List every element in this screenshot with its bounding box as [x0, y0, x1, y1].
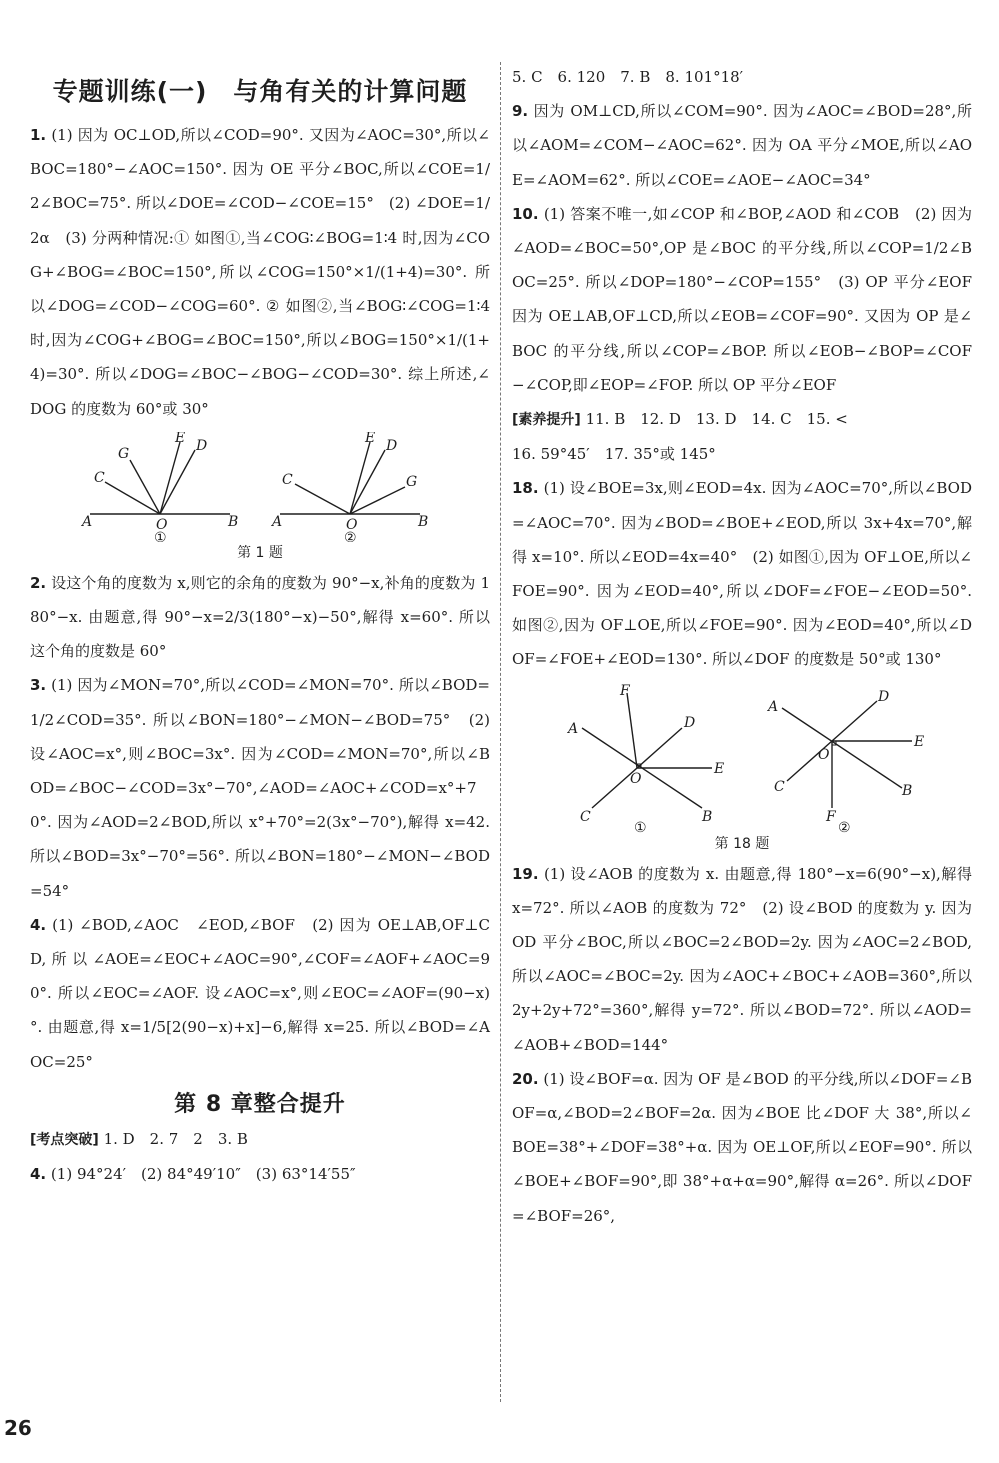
label-b: B	[418, 513, 429, 530]
label-o: O	[630, 770, 642, 787]
label-e: E	[365, 431, 376, 446]
label-d: D	[386, 437, 398, 454]
figure-18	[512, 683, 972, 833]
chapter-title: 第 8 章整合提升	[174, 1091, 346, 1117]
topic-title: 专题训练(一) 与角有关的计算问题	[52, 77, 468, 106]
label-e: E	[914, 733, 925, 750]
label-a: A	[82, 513, 93, 530]
figure-18-diagram-1	[552, 683, 732, 833]
label-c: C	[774, 778, 785, 795]
suyang-answers: [素养提升] 11. B 12. D 13. D 14. C 15. <	[512, 410, 848, 429]
answer-18: 18. (1) 设∠BOE=3x,则∠EOD=4x. 因为∠AOC=70°,所以∠BOD=∠AOC=70°. 因为∠BOD=∠BOE+∠EOD,所以 3x+4x=70°,解得 x=10°. 所以∠EOD=4x=40° (2) 如图①,因为 OF⊥OE,所以∠FOE=90°. 因为∠EOD=40°,所以∠DOF=∠FOE−∠EOD=50°. 如图②,因为 OF⊥OE,所以∠FOE=90°. 因为∠EOD=40°,所以∠DOF=∠FOE+∠EOD=130°. 所以∠DOF 的度数是 50°或 130°	[512, 479, 972, 669]
label-b: B	[228, 513, 239, 530]
sub-label-1: ①	[154, 529, 167, 542]
answer-3: 3. (1) 因为∠MON=70°,所以∠COD=∠MON=70°. 所以∠BOD=1/2∠COD=35°. 所以∠BON=180°−∠MON−∠BOD=75° (2) 设∠AOC=x°,则∠BOC=3x°. 因为∠COD=∠MON=70°,所以∠BOD=∠BOC−∠COD=3x°−70°,∠AOD=∠AOC+∠COD=x°+70°. 因为∠AOD=2∠BOD,所以 x°+70°=2(3x°−70°),解得 x=42. 所以∠BOD=3x°−70°=56°. 所以∠BON=180°−∠MON−∠BOD=54°	[30, 676, 490, 900]
label-e: E	[175, 431, 186, 446]
label-g: G	[406, 473, 418, 490]
answer-19: 19. (1) 设∠AOB 的度数为 x. 由题意,得 180°−x=6(90°−x),解得 x=72°. 所以∠AOB 的度数为 72° (2) 设∠BOD 的度数为 y. 因为 OD 平分∠BOC,所以∠BOC=2∠BOD=2y. 因为∠AOC=2∠BOD,所以∠AOC=∠BOC=2y. 因为∠AOC+∠BOC+∠AOB=360°,所以 2y+2y+72°=360°,解得 y=72°. 所以∠BOD=72°. 所以∠AOD=∠AOB+∠BOD=144°	[512, 864, 972, 1054]
figure-1	[30, 432, 490, 542]
answer-2: 2. 设这个角的度数为 x,则它的余角的度数为 90°−x,补角的度数为 180°−x. 由题意,得 90°−x=2/3(180°−x)−50°,解得 x=60°. 所以这个角的度数是 60°	[30, 573, 490, 661]
answer-10: 10. (1) 答案不唯一,如∠COP 和∠BOP,∠AOD 和∠COB (2) 因为∠AOD=∠BOC=50°,OP 是∠BOC 的平分线,所以∠COP=1/2∠BOC=25°. 所以∠DOP=180°−∠COP=155° (3) OP 平分∠EOF 因为 OE⊥AB,OF⊥CD,所以∠EOB=∠COF=90°. 又因为 OP 是∠BOC 的平分线,所以∠COP=∠BOP. 所以∠EOB−∠BOP=∠COF−∠COP,即∠EOP=∠FOP. 所以 OP 平分∠EOF	[512, 204, 988, 394]
left-column	[30, 60, 490, 1191]
figure-1-diagram-1	[80, 432, 250, 542]
kaodian-answers: [考点突破] 1. D 2. 7 2 3. B	[30, 1129, 248, 1148]
ray-oc	[295, 484, 350, 514]
sub-label-2: ②	[344, 529, 357, 542]
label-g: G	[118, 445, 130, 462]
label-c: C	[94, 469, 105, 486]
ray-od	[350, 450, 385, 514]
label-b: B	[702, 808, 713, 825]
figure-1-caption: 第 1 题	[237, 544, 283, 561]
label-c: C	[580, 808, 591, 825]
column-divider	[500, 62, 501, 1402]
label-d: D	[196, 437, 208, 454]
sub-label-2: ②	[838, 819, 851, 833]
right-column	[512, 60, 988, 1233]
line-ab	[782, 708, 902, 788]
ray-oe	[350, 442, 370, 514]
sub-label-1: ①	[634, 819, 647, 833]
page-number: 26	[4, 1416, 32, 1440]
figure-18-diagram-2	[752, 683, 932, 833]
label-o: O	[818, 746, 830, 763]
label-d: D	[684, 714, 696, 731]
label-b: B	[902, 782, 913, 799]
answers-5-8: 5. C 6. 120 7. B 8. 101°18′	[512, 68, 744, 86]
label-o: O	[346, 516, 358, 533]
ray-od	[160, 450, 195, 514]
answer-4: 4. (1) ∠BOD,∠AOC ∠EOD,∠BOF (2) 因为 OE⊥AB,OF⊥CD,所以∠AOE=∠EOC+∠AOC=90°,∠COF=∠AOF+∠AOC=90°. 所以∠EOC=∠AOF. 设∠AOC=x°,则∠EOC=∠AOF=(90−x)°. 由题意,得 x=1/5[2(90−x)+x]−6,解得 x=25. 所以∠BOD=∠AOC=25°	[30, 915, 490, 1071]
label-a: A	[568, 720, 579, 737]
label-e: E	[714, 760, 725, 777]
answer-9: 9. 因为 OM⊥CD,所以∠COM=90°. 因为∠AOC=∠BOD=28°,所以∠AOM=∠COM−∠AOC=62°. 因为 OA 平分∠MOE,所以∠AOE=∠AOM=62°. 所以∠COE=∠AOE−∠AOC=34°	[512, 102, 972, 189]
answers-16-17: 16. 59°45′ 17. 35°或 145°	[512, 445, 716, 464]
ray-oe	[160, 442, 180, 514]
label-a: A	[272, 513, 283, 530]
label-f: F	[620, 682, 630, 699]
label-c: C	[282, 471, 293, 488]
ray-og	[350, 487, 405, 514]
label-o: O	[156, 516, 168, 533]
figure-1-diagram-2	[270, 432, 440, 542]
label-a: A	[768, 698, 779, 715]
label-d: D	[878, 688, 890, 705]
answer-20: 20. (1) 设∠BOF=α. 因为 OF 是∠BOD 的平分线,所以∠DOF=∠BOF=α,∠BOD=2∠BOF=2α. 因为∠BOE 比∠DOF 大 38°,所以∠BOE=38°+∠DOF=38°+α. 因为 OE⊥OF,所以∠EOF=90°. 所以∠BOE+∠BOF=90°,即 38°+α+α=90°,解得 α=26°. 所以∠DOF=∠BOF=26°,	[512, 1069, 972, 1225]
figure-18-caption: 第 18 题	[714, 835, 770, 852]
answer-4b: 4. (1) 94°24′ (2) 84°49′10″ (3) 63°14′55″	[30, 1165, 356, 1184]
answer-1: 1. (1) 因为 OC⊥OD,所以∠COD=90°. 又因为∠AOC=30°,所以∠BOC=180°−∠AOC=150°. 因为 OE 平分∠BOC,所以∠COE=1/2∠BOC=75°. 所以∠DOE=∠COD−∠COE=15° (2) ∠DOE=1/2α (3) 分两种情况:① 如图①,当∠COG∶∠BOG=1∶4 时,因为∠COG+∠BOG=∠BOC=150°,所以∠COG=150°×1/(1+4)=30°. 所以∠DOG=∠COD−∠COG=60°. ② 如图②,当∠BOG∶∠COG=1∶4 时,因为∠COG+∠BOG=∠BOC=150°,所以∠BOG=150°×1/(1+4)=30°. 所以∠DOG=∠BOC−∠BOG−∠COD=30°. 综上所述,∠DOG 的度数为 60°或 30°	[30, 126, 490, 418]
label-f: F	[826, 808, 836, 825]
ray-of	[627, 693, 637, 768]
